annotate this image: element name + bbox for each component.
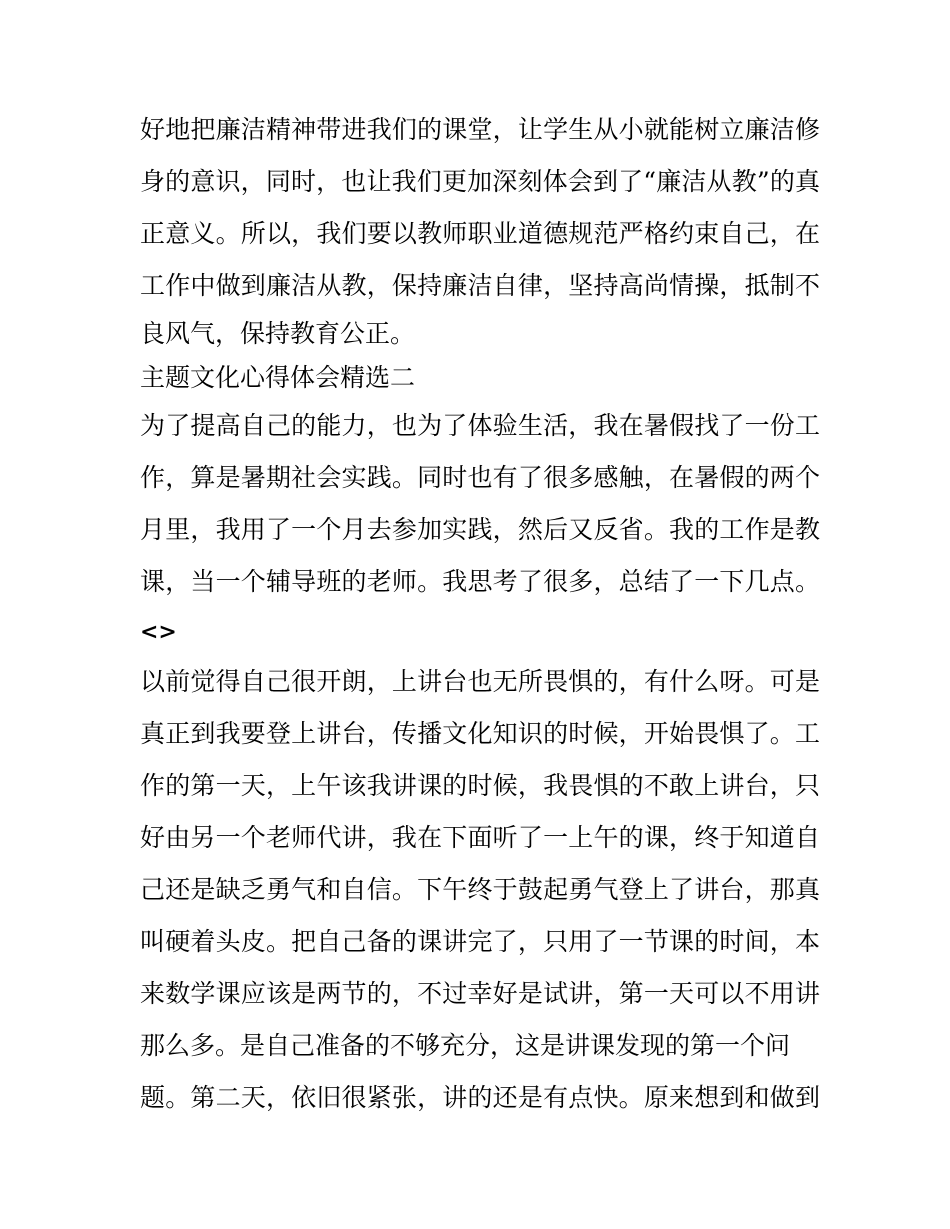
text-line: 良风气，保持教育公正。 bbox=[140, 319, 416, 348]
text-line: 课，当一个辅导班的老师。我思考了很多，总结了一下几点。 bbox=[140, 567, 820, 596]
text-line: 以前觉得自己很开朗，上讲台也无所畏惧的，有什么呀。可是 bbox=[140, 667, 820, 696]
text-line: 来数学课应该是两节的，不过幸好是试讲，第一天可以不用讲 bbox=[140, 979, 820, 1008]
section-heading: 主题文化心得体会精选二 bbox=[140, 363, 416, 392]
text-line: 月里，我用了一个月去参加实践，然后又反省。我的工作是教 bbox=[140, 515, 820, 544]
text-line: 叫硬着头皮。把自己备的课讲完了，只用了一节课的时间，本 bbox=[140, 927, 820, 956]
angle-bracket-marker: <> bbox=[140, 619, 177, 645]
text-line: 好由另一个老师代讲，我在下面听了一上午的课，终于知道自 bbox=[140, 823, 820, 852]
document-body bbox=[140, 104, 820, 1124]
text-line: 正意义。所以，我们要以教师职业道德规范严格约束自己，在 bbox=[140, 219, 820, 248]
text-line: 为了提高自己的能力，也为了体验生活，我在暑假找了一份工 bbox=[140, 411, 820, 440]
text-line: 好地把廉洁精神带进我们的课堂，让学生从小就能树立廉洁修 bbox=[140, 115, 820, 144]
text-line: 作的第一天，上午该我讲课的时候，我畏惧的不敢上讲台，只 bbox=[140, 771, 820, 800]
text-line: 工作中做到廉洁从教，保持廉洁自律，坚持高尚情操，抵制不 bbox=[140, 271, 820, 300]
text-line: 作，算是暑期社会实践。同时也有了很多感触，在暑假的两个 bbox=[140, 463, 820, 492]
text-line: 身的意识，同时，也让我们更加深刻体会到了“廉洁从教”的真 bbox=[140, 167, 820, 196]
text-line: 真正到我要登上讲台，传播文化知识的时候，开始畏惧了。工 bbox=[140, 719, 820, 748]
text-line: 己还是缺乏勇气和自信。下午终于鼓起勇气登上了讲台，那真 bbox=[140, 875, 820, 904]
text-line: 题。第二天，依旧很紧张，讲的还是有点快。原来想到和做到 bbox=[140, 1083, 820, 1112]
text-line: 那么多。是自己准备的不够充分，这是讲课发现的第一个问 bbox=[140, 1031, 791, 1060]
